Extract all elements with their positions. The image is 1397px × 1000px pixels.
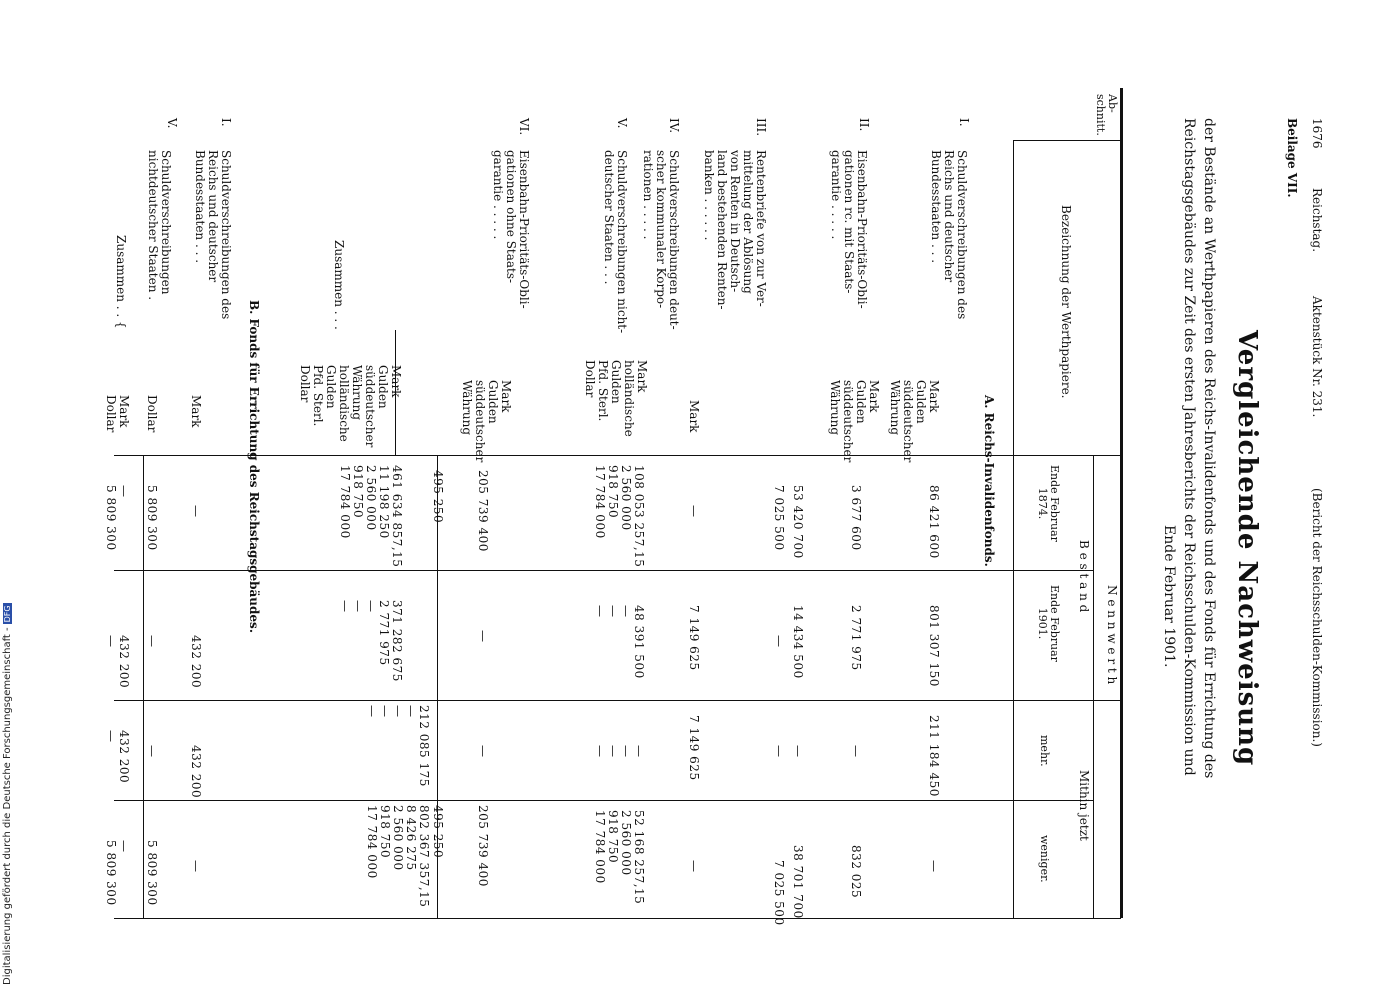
row-a3-weniger: 7 025 500 [772, 860, 786, 926]
row-a3-1874: 7 025 500 [772, 485, 786, 551]
row-a3-abschnitt: III. [754, 118, 768, 137]
header-abschnitt: Ab- schnitt. [1094, 94, 1119, 136]
header-bezeichnung: Bezeichnung der Werthpapiere. [1059, 205, 1073, 399]
header-1874: Ende Februar 1874. [1036, 465, 1061, 542]
row-b2-weniger: 5 809 300 [145, 840, 159, 906]
row-a6-1874: 205 739 400 495 250 [431, 470, 490, 552]
row-a1-1901: 801 307 150 [927, 605, 941, 687]
header-group-rule [1093, 455, 1094, 918]
zusammen-a-rule [437, 455, 438, 918]
section-b-heading: B. Fonds für Errichtung des Reichstagsgebäudes. [247, 300, 261, 633]
zusammen-a-label: Zusammen . . . [332, 240, 346, 330]
digitization-credit [2, 603, 13, 985]
row-a1-currency: Mark Gulden süddeutscher Währung [888, 380, 941, 463]
row-a4-currency: Mark [687, 400, 701, 433]
row-b1-mehr: 432 200 [189, 745, 203, 799]
row-a2-mehr: — — [791, 745, 863, 758]
row-a1-bezeichnung: Schuldverschreibungen des Reichs und deutscher Bundesstaaten . . . [929, 150, 969, 320]
row-a1-mehr: 211 184 450 [927, 715, 941, 797]
row-a5-abschnitt: V. [615, 118, 629, 129]
zusammen-a-1874: 461 634 857,15 11 198 250 2 560 000 918 750 17 784 000 [338, 465, 404, 568]
header-mehr: mehr. [1038, 735, 1051, 767]
col-rule-1901 [1013, 700, 1121, 701]
row-b1-weniger: — [189, 860, 203, 873]
header-bottom-rule [1013, 140, 1014, 918]
zusammen-a-mehr: 212 085 175 — — — — [365, 705, 431, 787]
row-a4-abschnitt: IV. [667, 118, 681, 134]
publication-name: Reichstag. [1310, 188, 1324, 253]
header-weniger: weniger. [1038, 835, 1051, 883]
row-a5-bezeichnung: Schuldverschreibungen nicht- deutscher Staaten . . . [602, 150, 629, 334]
body-col-rule-4 [114, 800, 1014, 801]
row-a1-abschnitt: I. [957, 118, 971, 127]
header-nennwerth: N e n n w e r t h [1105, 585, 1119, 685]
subtitle-line-3: Ende Februar 1901. [1161, 525, 1177, 668]
zusammen-a-1901: 371 282 675 2 771 975 — — — [338, 600, 404, 682]
zusammen-b-label: Zusammen . . { [114, 235, 128, 329]
zusammen-a-currency: Mark Gulden süddeutscher Währung holländische Gulden Pfd. Sterl. Dollar [298, 365, 403, 448]
row-a5-1901: 48 391 500 — — — [593, 605, 646, 679]
section-a-heading: A. Reichs-Invalidenfonds. [982, 395, 996, 567]
row-a2-abschnitt: II. [857, 118, 871, 132]
zusammen-b-mehr: 432 200 — [104, 730, 131, 784]
table-right-rule [114, 918, 1121, 919]
row-a2-currency: Mark Gulden süddeutscher Währung [828, 380, 881, 463]
row-a4-weniger: — [687, 860, 701, 873]
row-a3-bezeichnung: Rentenbriefe von zur Ver- mittelung der Ablösung von Renten in Deutsch- land bestehenden Renten- banken . . . . . . [702, 150, 768, 310]
row-a5-1874: 108 053 257,15 2 560 000 918 750 17 784 000 [593, 465, 646, 568]
col-rule-abschnitt [1013, 140, 1121, 141]
table-top-rule [1120, 88, 1123, 918]
credit-text: Digitalisierung gefördert durch die Deutsche Forschungsgemeinschaft - [2, 627, 13, 985]
zusammen-b-1874: — 5 809 300 [104, 485, 131, 551]
page-number: 1676 [1310, 118, 1324, 149]
header-mithin: Mithin jetzt [1077, 770, 1091, 841]
zusammen-b-weniger: — 5 809 300 [104, 840, 131, 906]
row-a6-mehr: — — [431, 745, 490, 758]
dfg-logo: DFG [3, 605, 12, 623]
zusammen-b-rule [143, 455, 144, 918]
row-a1-1874: 86 421 600 [927, 485, 941, 559]
row-b2-1874: 5 809 300 [145, 485, 159, 551]
row-b2-mehr: — [145, 745, 159, 758]
row-b2-currency: Dollar [145, 395, 159, 433]
row-b2-1901: — [145, 635, 159, 648]
subtitle-line-2: Reichstagsgebäudes zur Zeit des ersten Jahresberichts der Reichsschulden-Kommission und [1181, 118, 1197, 776]
header-1901: Ende Februar 1901. [1036, 585, 1061, 662]
row-a4-mehr: 7 149 625 [687, 715, 701, 781]
row-a5-currency: Mark holländische Gulden Pfd. Sterl. Dollar [583, 360, 649, 437]
row-b1-1874: — [189, 505, 203, 518]
row-a6-1901: — — [431, 630, 490, 643]
row-b2-bezeichnung: Schuldverschreibungen nichtdeutscher Staaten . [146, 150, 173, 301]
row-b1-currency: Mark [189, 395, 203, 428]
row-b1-bezeichnung: Schuldverschreibungen des Reichs und deutscher Bundesstaaten . . . [193, 150, 233, 320]
row-a5-mehr: — — — — [593, 745, 646, 758]
row-b1-abschnitt: I. [219, 118, 233, 127]
appendix-label: Beilage VII. [1285, 118, 1299, 198]
row-a1-weniger: — [927, 860, 941, 873]
row-a2-1874: 3 677 600 53 420 700 [791, 485, 863, 559]
header-bestand: B e s t a n d [1077, 540, 1091, 613]
row-a2-weniger: 832 025 38 701 700 [791, 845, 863, 919]
row-a6-weniger: 205 739 400 495 250 [431, 805, 490, 887]
row-a2-bezeichnung: Eisenbahn-Prioritäts-Obli- gationen rc. mit Staats- garantie . . . . . [829, 150, 869, 309]
row-a6-currency: Mark Gulden süddeutscher Währung [460, 380, 513, 463]
zusammen-b-1901: 432 200 — [104, 635, 131, 689]
document-title: Vergleichende Nachweisung [1232, 330, 1262, 767]
row-a6-bezeichnung: Eisenbahn-Prioritäts-Obli- gationen ohne Staats- garantie . . . . . [491, 150, 531, 309]
row-b2-abschnitt: V. [165, 118, 179, 129]
row-a3-mehr: — [772, 745, 786, 758]
row-a4-bezeichnung: Schuldverschreibungen deut- scher kommunaler Korpo- rationen . . . . . [641, 150, 681, 330]
subtitle-line-1: der Bestände an Werthpapieren des Reichs-Invalidenfonds und des Fonds für Errichtung des [1201, 118, 1217, 779]
body-col-rule-3 [114, 700, 1014, 701]
zusammen-a-weniger: 802 367 357,15 8 426 275 2 560 000 918 750 17 784 000 [365, 805, 431, 908]
row-a4-1901: 7 149 625 [687, 605, 701, 671]
zusammen-b-currency: Mark Dollar [104, 395, 131, 433]
row-a5-weniger: 52 168 257,15 2 560 000 918 750 17 784 000 [593, 810, 646, 905]
document-note: (Bericht der Reichsschulden-Kommission.) [1310, 488, 1324, 747]
row-a2-1901: 2 771 975 14 434 500 [791, 605, 863, 679]
document-reference: Aktenstück Nr. 231. [1310, 296, 1324, 418]
row-a3-1901: — [772, 635, 786, 648]
row-a4-1874: — [687, 505, 701, 518]
col-rule-bezeichnung [1013, 455, 1121, 456]
row-b1-1901: 432 200 [189, 635, 203, 689]
row-a6-abschnitt: VI. [517, 118, 531, 136]
